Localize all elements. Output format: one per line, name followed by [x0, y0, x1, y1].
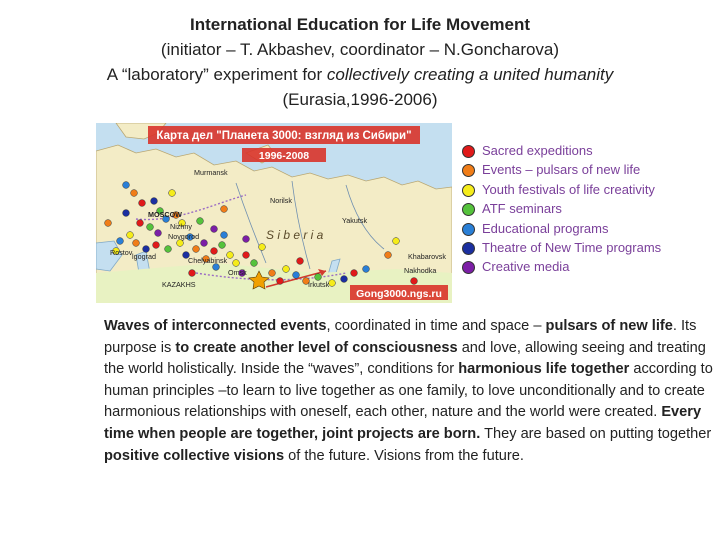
label-chelyabinsk: Chelyabinsk [188, 256, 228, 265]
map-event-dot [329, 280, 336, 287]
label-moscow: MOSCOW [148, 210, 182, 219]
legend-dot-green [462, 203, 475, 216]
label-rostov: Rostov [110, 248, 133, 257]
map-event-dot [341, 276, 348, 283]
legend-item-creative-media: Creative media [460, 257, 710, 276]
map-event-dot [123, 210, 130, 217]
map-event-dot [165, 246, 172, 253]
map-banner-title: Карта дел "Планета 3000: взгляд из Сибири" [156, 130, 412, 142]
map-event-dot [133, 240, 140, 247]
map-event-dot [197, 218, 204, 225]
label-nakhodka: Nakhodka [404, 266, 437, 275]
map-event-dot [385, 252, 392, 259]
map-event-dot [211, 248, 218, 255]
title-subtitle: A “laboratory” experiment for collectively creating a united humanity [106, 65, 614, 84]
label-omsk: Omsk [228, 268, 247, 277]
map-event-dot [277, 278, 284, 285]
map-event-dot [193, 246, 200, 253]
map-event-dot [153, 242, 160, 249]
map-event-dot [363, 266, 370, 273]
map-years: 1996-2008 [258, 150, 310, 162]
map-event-dot [221, 206, 228, 213]
label-khabarovsk: Khabarovsk [408, 252, 446, 261]
legend-dot-purple [462, 261, 475, 274]
map-event-dot [127, 232, 134, 239]
map-image [96, 123, 452, 303]
map-event-dot [117, 238, 124, 245]
legend-dot-orange [462, 164, 475, 177]
label-volgograd: lgograd [132, 252, 156, 261]
map-event-dot [297, 258, 304, 265]
map-event-dot [219, 242, 226, 249]
label-irkutsk: Irkutsk [308, 280, 330, 289]
legend-item-atf-seminars: ATF seminars [460, 199, 710, 218]
legend-dot-red [462, 145, 475, 158]
map-event-dot [139, 200, 146, 207]
legend-item-youth-festivals: Youth festivals of life creativity [460, 180, 710, 199]
legend-item-events-pulsars: Events – pulsars of new life [460, 160, 710, 179]
legend-dot-blue [462, 223, 475, 236]
title-main: International Education for Life Movement [189, 15, 531, 34]
legend-item-theatre-programs: Theatre of New Time programs [460, 238, 710, 257]
map-event-dot [243, 252, 250, 259]
map-event-dot [123, 182, 130, 189]
title-initiators: (initiator – T. Akbashev, coordinator – N.Goncharova) [160, 40, 560, 59]
map-event-dot [269, 270, 276, 277]
label-siberia: S i b e r i a [266, 228, 324, 242]
map-event-dot [259, 244, 266, 251]
title-block [20, 12, 700, 112]
label-norilsk: Norilsk [270, 196, 292, 205]
map-website: Gong3000.ngs.ru [356, 288, 442, 300]
legend-item-educational-programs: Educational programs [460, 219, 710, 238]
legend-dot-dark-blue [462, 242, 475, 255]
label-yakutsk: Yakutsk [342, 216, 368, 225]
label-murmansk: Murmansk [194, 168, 228, 177]
map-event-dot [233, 260, 240, 267]
map-event-dot [221, 232, 228, 239]
map-event-dot [393, 238, 400, 245]
map-event-dot [351, 270, 358, 277]
map-event-dot [227, 252, 234, 259]
legend [460, 141, 710, 277]
label-kazakhstan: KAZAKHS [162, 280, 196, 289]
label-novgorod: Novgorod [168, 232, 200, 241]
map-event-dot [105, 220, 112, 227]
title-period: (Eurasia,1996-2006) [282, 90, 438, 109]
map-event-dot [155, 230, 162, 237]
map-event-dot [251, 260, 258, 267]
map-event-dot [283, 266, 290, 273]
body-paragraph: Waves of interconnected events, coordinated in time and space – pulsars of new life. Its purpose is to create another level of consciousness and love, allowing seeing and treating the world holistically. Inside the “waves”, conditions for harmonious life together according to human principles –to learn to live together as one family, to love unconditionally and to create harmonious relationships with oneself, each other, nature and the world were created. Every time when people are together, joint projects are born. They are based on putting together positive collective visions of the future. Visions from the future. [104, 318, 713, 464]
map-event-dot [147, 224, 154, 231]
map-event-dot [201, 240, 208, 247]
label-nizhny: Nizhny [170, 222, 192, 231]
map-event-dot [243, 236, 250, 243]
legend-dot-yellow [462, 184, 475, 197]
map-event-dot [293, 272, 300, 279]
map-event-dot [211, 226, 218, 233]
map-event-dot [137, 220, 144, 227]
map-event-dot [189, 270, 196, 277]
legend-item-sacred-expeditions: Sacred expeditions [460, 141, 710, 160]
map-event-dot [131, 190, 138, 197]
map-website-badge [350, 285, 448, 300]
map-event-dot [169, 190, 176, 197]
map-event-dot [411, 278, 418, 285]
map-event-dot [151, 198, 158, 205]
